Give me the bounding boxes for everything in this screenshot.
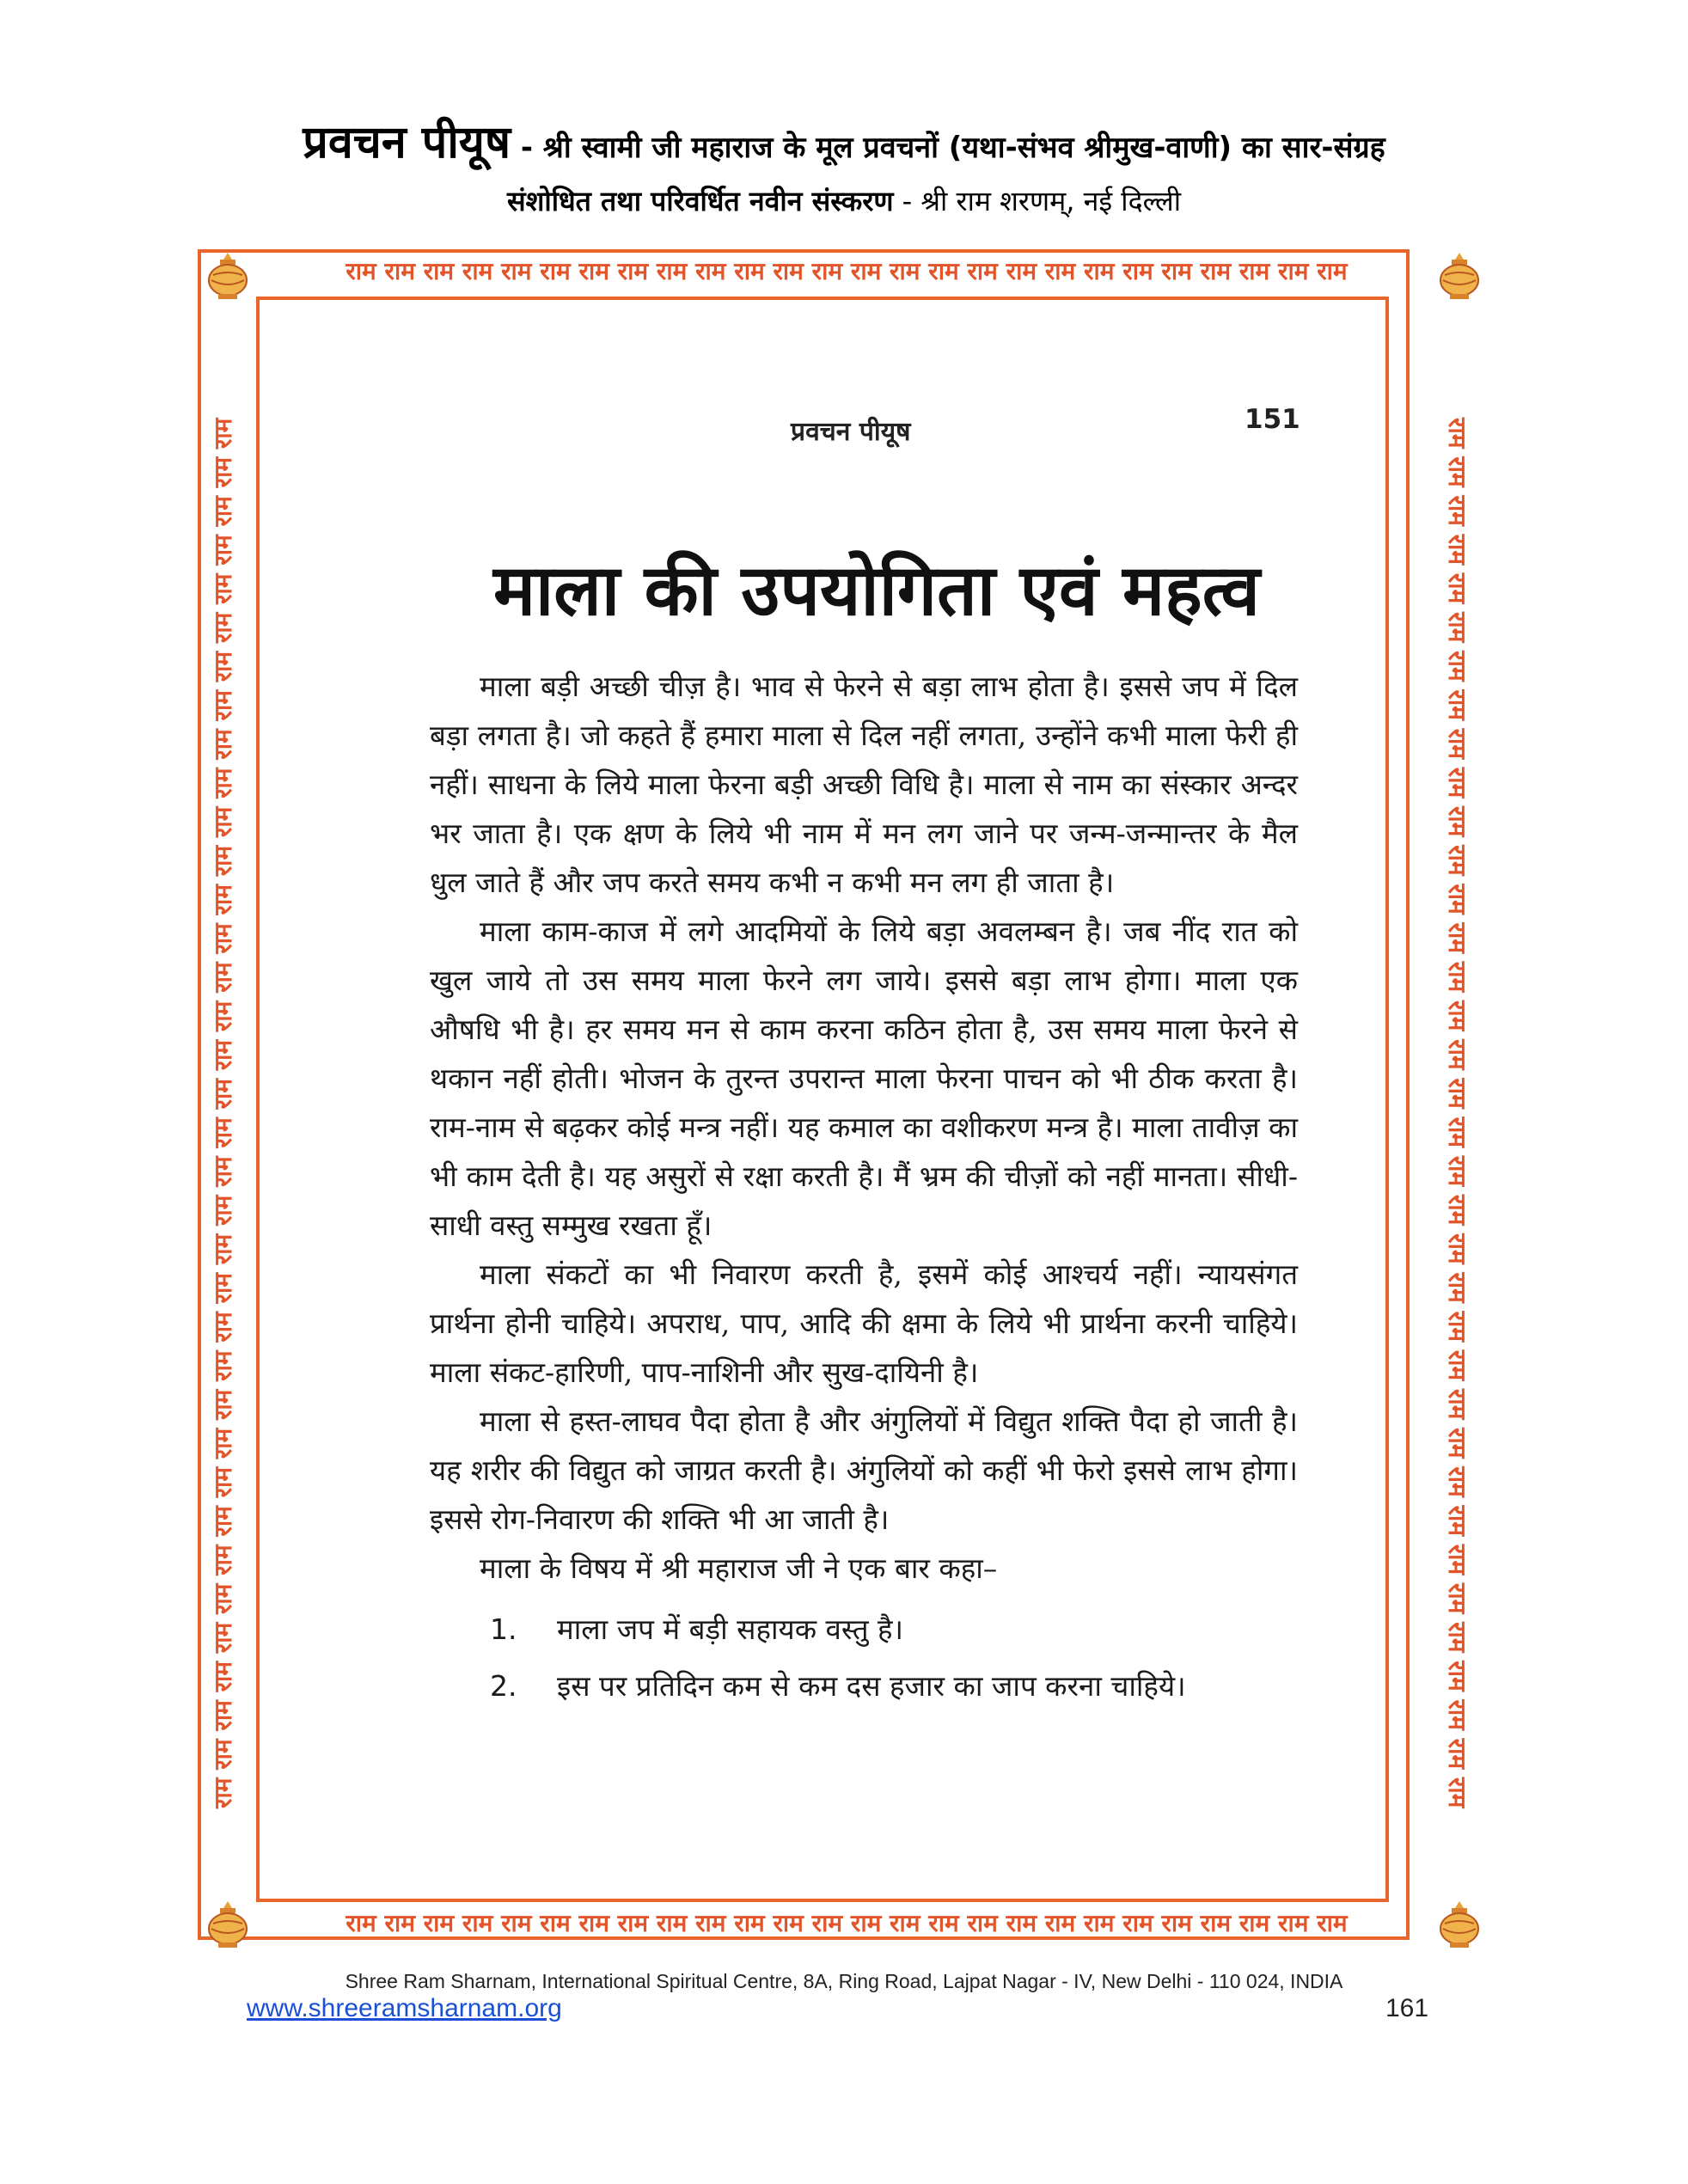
list-item	[490, 1658, 1298, 1715]
edition-label: संशोधित तथा परिवर्धित नवीन संस्करण	[507, 185, 894, 217]
paragraph: माला से हस्त-लाघव पैदा होता है और अंगुलियों में विद्युत शक्ति पैदा हो जाती है। यह शरीर की विद्युत को जाग्रत करती है। अंगुलियों को कहीं भी फेरो इससे लाभ होगा। इससे रोग-निवारण की शक्ति भी आ जाती है।	[430, 1404, 1298, 1536]
footer-address: Shree Ram Sharnam, International Spiritual Centre, 8A, Ring Road, Lajpat Nagar - IV, New Delhi - 110 024, INDIA	[345, 1970, 1343, 1992]
book-page-number: 151	[1245, 404, 1300, 435]
border-text-right: राम राम राम राम राम राम राम राम राम राम राम राम राम राम राम राम राम राम राम राम राम राम राम राम राम राम राम राम राम राम राम राम राम राम राम राम	[1443, 418, 1471, 1808]
border-text-bottom: राम राम राम राम राम राम राम राम राम राम राम राम राम राम राम राम राम राम राम राम राम राम राम राम राम राम	[346, 1909, 1348, 1937]
border-text-left: राम राम राम राम राम राम राम राम राम राम राम राम राम राम राम राम राम राम राम राम राम राम राम राम राम राम राम राम राम राम राम राम राम राम राम राम	[209, 418, 237, 1808]
paragraph: माला संकटों का भी निवारण करती है, इसमें कोई आश्चर्य नहीं। न्यायसंगत प्रार्थना होनी चाहिये। अपराध, पाप, आदि की क्षमा के लिये भी प्रार्थना करनी चाहिये। माला संकट-हारिणी, पाप-नाशिनी और सुख-दायिनी है।	[430, 1257, 1298, 1389]
border-text-top: राम राम राम राम राम राम राम राम राम राम राम राम राम राम राम राम राम राम राम राम राम राम राम राम राम राम	[346, 257, 1348, 285]
paragraph: माला के विषय में श्री महाराज जी ने एक बार कहा–	[480, 1551, 998, 1585]
book-title-description: - श्री स्वामी जी महाराज के मूल प्रवचनों (यथा-संभव श्रीमुख-वाणी) का सार-संग्रह	[511, 131, 1385, 165]
footer-page-number: 161	[1385, 1994, 1429, 2022]
list-item-number: 1.	[490, 1612, 517, 1646]
paragraph: माला काम-काज में लगे आदमियों के लिये बड़ा अवलम्बन है। जब नींद रात को खुल जाये तो उस समय माला फेरने लग जाये। इससे बड़ा लाभ होगा। माला एक औषधि भी है। हर समय मन से काम करना कठिन होता है, उस समय माला फेरने से थकान नहीं होती। भोजन के तुरन्त उपरान्त माला फेरना पाचन को भी ठीक करता है। राम-नाम से बढ़कर कोई मन्त्र नहीं। यह कमाल का वशीकरण मन्त्र है। माला तावीज़ का भी काम देती है। यह असुरों से रक्षा करती है। मैं भ्रम की चीज़ों को नहीं मानता। सीधी-साधी वस्तु सम्मुख रखता हूँ।	[430, 915, 1298, 1242]
publisher-label: - श्री राम शरणम्, नई दिल्ली	[893, 185, 1181, 217]
kalash-icon	[201, 1898, 254, 1951]
document-header-subtitle	[0, 182, 1688, 219]
kalash-icon	[1433, 249, 1486, 303]
kalash-icon	[201, 249, 254, 303]
paragraph: माला बड़ी अच्छी चीज़ है। भाव से फेरने से बड़ा लाभ होता है। इससे जप में दिल बड़ा लगता है। जो कहते हैं हमारा माला से दिल नहीं लगता, उन्होंने कभी माला फेरी ही नहीं। साधना के लिये माला फेरना बड़ी अच्छी विधि है। माला से नाम का संस्कार अन्दर भर जाता है। एक क्षण के लिये भी नाम में मन लग जाने पर जन्म-जन्मान्तर के मैल धुल जाते हैं और जप करते समय कभी न कभी मन लग ही जाता है।	[430, 670, 1298, 899]
numbered-list	[490, 1601, 1298, 1715]
running-head: प्रवचन पीयूष	[791, 417, 911, 447]
book-title: प्रवचन पीयूष	[303, 117, 511, 168]
chapter-body	[430, 662, 1298, 1715]
list-item	[490, 1601, 1298, 1658]
kalash-icon	[1433, 1898, 1486, 1951]
chapter-title: माला की उपयोगिता एवं महत्व	[492, 550, 1261, 632]
list-item-text: माला जप में बड़ी सहायक वस्तु है।	[557, 1612, 904, 1646]
list-item-text: इस पर प्रतिदिन कम से कम दस हजार का जाप करना चाहिये।	[557, 1669, 1186, 1703]
document-header-title	[0, 110, 1688, 171]
website-link[interactable]: www.shreeramsharnam.org	[247, 1994, 562, 2022]
list-item-number: 2.	[490, 1669, 517, 1703]
